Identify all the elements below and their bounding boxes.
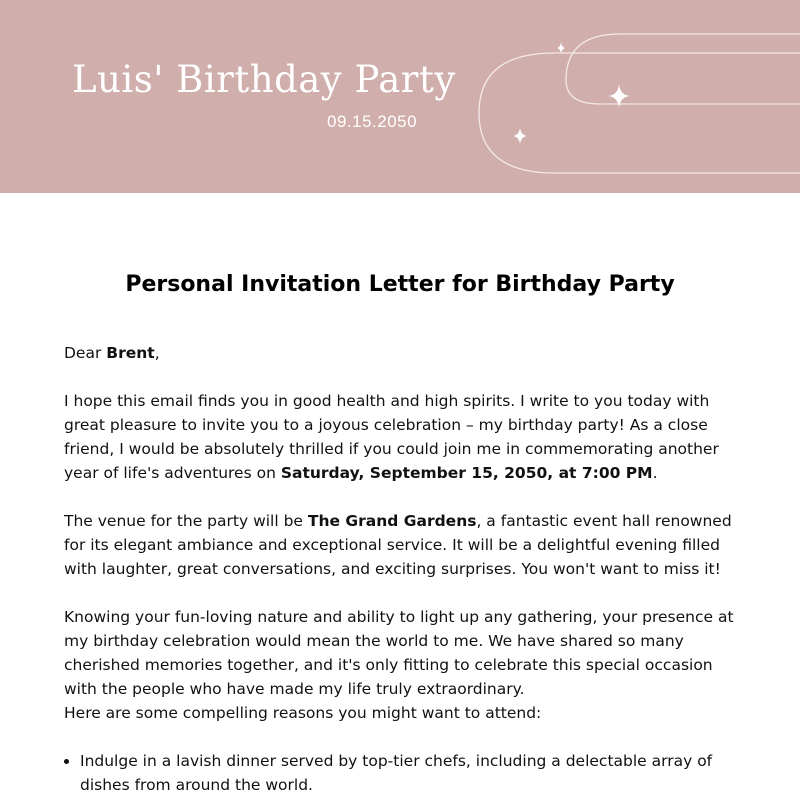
paragraph-invitation-end: . [652, 464, 658, 482]
paragraph-invitation [64, 389, 744, 485]
banner-title: Luis' Birthday Party [72, 58, 456, 101]
header-banner [0, 0, 800, 193]
party-date-time: Saturday, September 15, 2050, at 7:00 PM [280, 464, 653, 482]
reasons-list [64, 749, 744, 797]
salutation-suffix: , [154, 344, 160, 362]
paragraph-venue [64, 509, 744, 581]
paragraph-invitation-text: I hope this email finds you in good health and high spirits. I write to you today with great pleasure to invite you to a joyous celebration – my birthday party! As a close friend, I would be absolutely thrilled if you could join me in commemorating another year of life's adventures on [64, 392, 719, 482]
paragraph-presence: Knowing your fun-loving nature and ability to light up any gathering, your presence at my birthday celebration would mean the world to me. We have shared so many cherished memories together, and it's only fitting to celebrate this special occasion with the people who have made my life truly extraordinary. [64, 608, 734, 698]
venue-name: The Grand Gardens [307, 512, 477, 530]
salutation-prefix: Dear [64, 344, 107, 362]
arch-line-lower [479, 53, 800, 173]
arch-line-upper [566, 34, 800, 104]
salutation [64, 341, 744, 365]
paragraph-venue-rest: , a fantastic event hall renowned for its elegant ambiance and exceptional service. It will be a delightful evening filled with laughter, great conversations, and exciting surprises. You won't want to miss it! [64, 512, 732, 578]
banner-date: 09.15.2050 [327, 112, 418, 131]
letter-body [64, 341, 744, 797]
sparkle-icon [513, 128, 527, 144]
list-item: • Indulge in a lavish dinner served by top-tier chefs, including a delectable array of dishes from around the world. [80, 749, 744, 797]
reasons-intro: Here are some compelling reasons you might want to attend: [64, 704, 542, 722]
document-title: Personal Invitation Letter for Birthday Party [125, 272, 675, 297]
paragraph-venue-prefix: The venue for the party will be [64, 512, 308, 530]
sparkle-icon [557, 42, 565, 54]
recipient-name: Brent [106, 344, 155, 362]
